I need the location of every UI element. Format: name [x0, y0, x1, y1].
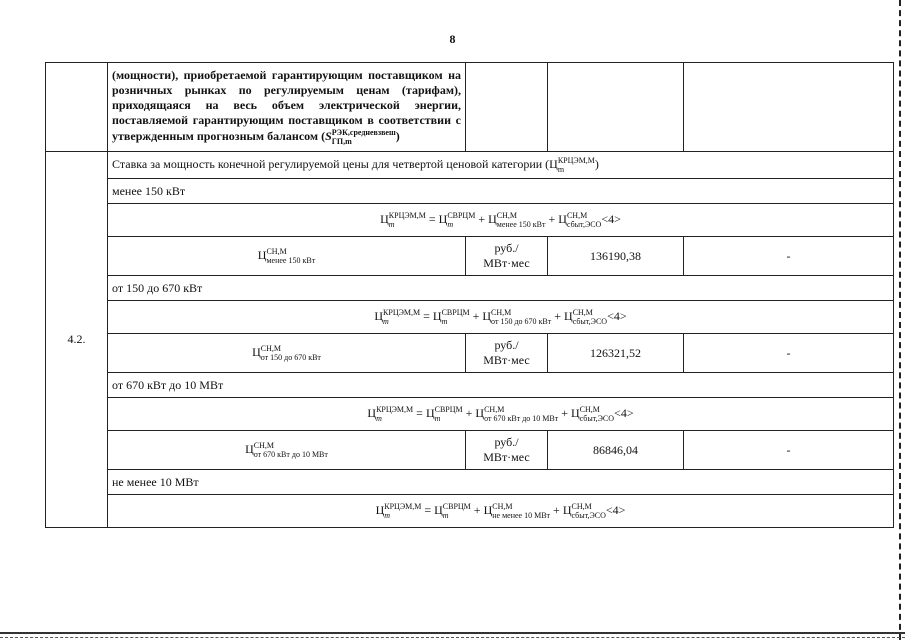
- block-label-row: [46, 276, 894, 301]
- unit: руб./ МВт·мес: [466, 237, 548, 276]
- formula: Ц КРЦЭМ,М m = Ц СВРЦМ m + Ц СН,М от 150 до 670 кВт + Ц СН,М сбыт,ЭСО <4>: [108, 301, 894, 334]
- page-number: 8: [449, 32, 456, 46]
- rate-value: 136190,38: [548, 237, 684, 276]
- section-header-row: [46, 152, 894, 179]
- block-label: не менее 10 МВт: [108, 470, 894, 495]
- block-label-row: [46, 373, 894, 398]
- formula-row: [46, 495, 894, 528]
- block-label: менее 150 кВт: [108, 179, 894, 204]
- page-edge-bottom-dashed: [0, 637, 905, 638]
- intro-empty-1: [466, 63, 548, 152]
- formula: Ц КРЦЭМ,М m = Ц СВРЦМ m + Ц СН,М не менее 10 МВт + Ц СН,М сбыт,ЭСО <4>: [108, 495, 894, 528]
- value-row: [46, 431, 894, 470]
- formula-row: [46, 204, 894, 237]
- formula-row: [46, 301, 894, 334]
- section-title-symbol: Ц КРЦЭМ,М m: [549, 156, 595, 174]
- block-label-row: [46, 179, 894, 204]
- section-title-cell: Ставка за мощность конечной регулируемой цены для четвертой ценовой категории (Ц КРЦЭМ,М m ): [108, 152, 894, 179]
- intro-symbol: S РЭК,средневзвеш ГП,m: [325, 128, 396, 146]
- formula: Ц КРЦЭМ,М m = Ц СВРЦМ m + Ц СН,М менее 150 кВт + Ц СН,М сбыт,ЭСО <4>: [108, 204, 894, 237]
- intro-num-cell: [46, 63, 108, 152]
- section-title: Ставка за мощность конечной регулируемой цены для четвертой ценовой категории (: [112, 156, 550, 171]
- unit: руб./ МВт·мес: [466, 334, 548, 373]
- page-edge-right: [897, 0, 901, 640]
- rate-symbol: Ц СН,М от 670 кВт до 10 МВт: [108, 431, 466, 470]
- rate-value: 126321,52: [548, 334, 684, 373]
- formula: Ц КРЦЭМ,М m = Ц СВРЦМ m + Ц СН,М от 670 кВт до 10 МВт + Ц СН,М сбыт,ЭСО <4>: [108, 398, 894, 431]
- intro-row: [46, 63, 894, 152]
- block-label-row: [46, 470, 894, 495]
- tariff-table: [45, 62, 894, 528]
- intro-empty-2: [548, 63, 684, 152]
- intro-text: (мощности), приобретаемой гарантирующим поставщиком на розничных рынках по регулируемым ценам (тарифам), приходящаяся на весь объем электрической энергии, поставляемой гарантирующим поставщиком в соответствии с утвержденным прогнозным балансом (: [112, 68, 461, 143]
- formula-row: [46, 398, 894, 431]
- dash-cell: -: [684, 334, 894, 373]
- section-number: 4.2.: [46, 152, 108, 528]
- dash-cell: -: [684, 237, 894, 276]
- intro-text-cell: (мощности), приобретаемой гарантирующим поставщиком на розничных рынках по регулируемым ценам (тарифам), приходящаяся на весь объем электрической энергии, поставляемой гарантирующим поставщиком в соответствии с утвержденным прогнозным балансом (S РЭК,средневзвеш ГП,m ): [108, 63, 466, 152]
- block-label: от 150 до 670 кВт: [108, 276, 894, 301]
- value-row: [46, 334, 894, 373]
- rate-value: 86846,04: [548, 431, 684, 470]
- page-edge-bottom: [0, 632, 905, 634]
- dash-cell: -: [684, 431, 894, 470]
- block-label: от 670 кВт до 10 МВт: [108, 373, 894, 398]
- rate-symbol: Ц СН,М от 150 до 670 кВт: [108, 334, 466, 373]
- rate-symbol: Ц СН,М менее 150 кВт: [108, 237, 466, 276]
- value-row: [46, 237, 894, 276]
- unit: руб./ МВт·мес: [466, 431, 548, 470]
- intro-empty-3: [684, 63, 894, 152]
